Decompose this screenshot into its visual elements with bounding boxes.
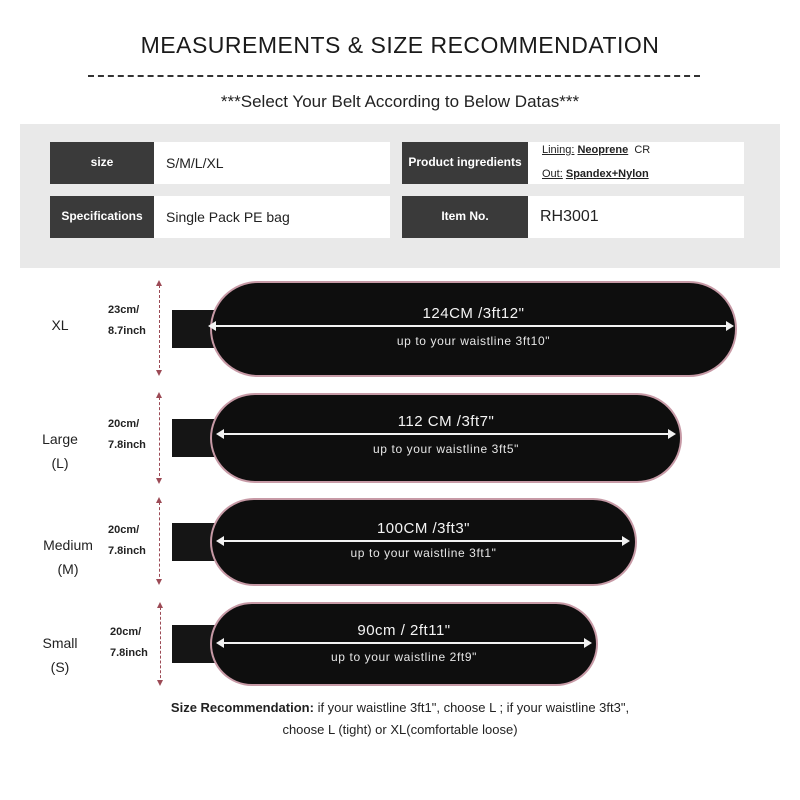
- spec-table: [20, 124, 780, 268]
- size-name: Medium: [43, 537, 93, 553]
- recommendation-line1: if your waistline 3ft1", choose L ; if your waistline 3ft3",: [317, 700, 630, 715]
- out-value: Spandex+Nylon: [565, 168, 649, 180]
- length-arrow: [212, 325, 726, 327]
- width-dimension-line: [160, 607, 161, 683]
- size-label: size: [50, 142, 154, 184]
- size-code: (L): [51, 454, 69, 471]
- width-cm: 20cm/: [108, 418, 140, 430]
- belt-large: [172, 395, 682, 481]
- belt-length: 90cm / 2ft11": [357, 622, 451, 639]
- belt-fit: up to your waistline 3ft5": [373, 442, 519, 456]
- length-arrow: [220, 642, 588, 644]
- belt-length: 100CM /3ft3": [376, 520, 471, 537]
- arrow-left-icon: [216, 429, 224, 439]
- width-inch: 7.8inch: [110, 647, 148, 660]
- lining-suffix: CR: [634, 144, 651, 156]
- width-cm: 20cm/: [108, 524, 140, 536]
- ingredients-value: [528, 142, 744, 184]
- width-dimension-line: [159, 285, 160, 373]
- arrow-right-icon: [668, 429, 676, 439]
- dimension-arrow-down-icon: [156, 370, 162, 376]
- belt-body: [212, 395, 680, 481]
- width-large: [108, 414, 146, 457]
- divider: [88, 75, 700, 77]
- lining-prefix: Lining:: [542, 144, 575, 156]
- size-value: S/M/L/XL: [154, 142, 390, 184]
- page-title: MEASUREMENTS & SIZE RECOMMENDATION: [140, 32, 660, 58]
- ingredients-label: Product ingredients: [402, 142, 528, 184]
- belt-fit: up to your waistline 3ft10": [396, 334, 551, 348]
- size-name: Small: [42, 635, 78, 651]
- belt-medium: [172, 500, 637, 584]
- size-name: XL: [51, 317, 69, 333]
- size-recommendation: [0, 697, 800, 741]
- belt-small: [172, 604, 598, 684]
- recommendation-line2: choose L (tight) or XL(comfortable loose): [282, 722, 518, 738]
- arrow-right-icon: [584, 638, 592, 648]
- item-no-value: RH3001: [528, 196, 744, 238]
- width-small: [110, 622, 148, 665]
- width-medium: [108, 520, 146, 563]
- width-inch: 7.8inch: [108, 439, 146, 452]
- dimension-arrow-down-icon: [157, 680, 163, 686]
- out-prefix: Out:: [542, 168, 563, 180]
- dimension-arrow-up-icon: [156, 497, 162, 503]
- item-no-label: Item No.: [402, 196, 528, 238]
- dimension-arrow-up-icon: [156, 280, 162, 286]
- dimension-arrow-up-icon: [156, 392, 162, 398]
- lining-value: Neoprene: [577, 144, 629, 156]
- width-cm: 20cm/: [110, 626, 142, 638]
- belt-body: [212, 500, 635, 584]
- recommendation-label: Size Recommendation:: [170, 700, 314, 715]
- length-arrow: [220, 433, 672, 435]
- size-name-xl: [30, 314, 90, 338]
- length-arrow: [220, 540, 626, 542]
- specifications-label: Specifications: [50, 196, 154, 238]
- belt-length: 112 CM /3ft7": [397, 413, 495, 430]
- width-cm: 23cm/: [108, 304, 140, 316]
- dimension-arrow-down-icon: [156, 478, 162, 484]
- width-xl: [108, 300, 146, 343]
- belt-length: 124CM /3ft12": [422, 305, 525, 322]
- page-subtitle: ***Select Your Belt According to Below Datas***: [220, 92, 580, 111]
- dimension-arrow-down-icon: [156, 579, 162, 585]
- size-name-large: [30, 428, 90, 476]
- size-code: (S): [50, 658, 70, 675]
- width-inch: 7.8inch: [108, 545, 146, 558]
- belt-fit: up to your waistline 2ft9": [331, 650, 477, 664]
- size-name-small: [30, 632, 90, 680]
- arrow-left-icon: [208, 321, 216, 331]
- dimension-arrow-up-icon: [157, 602, 163, 608]
- belt-xl: [172, 283, 737, 375]
- arrow-right-icon: [622, 536, 630, 546]
- size-name-medium: [30, 534, 106, 582]
- width-dimension-line: [159, 397, 160, 481]
- belt-body: [212, 604, 596, 684]
- belt-fit: up to your waistline 3ft1": [350, 546, 497, 560]
- width-inch: 8.7inch: [108, 325, 146, 338]
- arrow-left-icon: [216, 638, 224, 648]
- specifications-value: Single Pack PE bag: [154, 196, 390, 238]
- size-name: Large: [42, 431, 78, 447]
- arrow-right-icon: [726, 321, 734, 331]
- arrow-left-icon: [216, 536, 224, 546]
- size-code: (M): [57, 560, 79, 577]
- width-dimension-line: [159, 502, 160, 582]
- belt-body: [212, 283, 735, 375]
